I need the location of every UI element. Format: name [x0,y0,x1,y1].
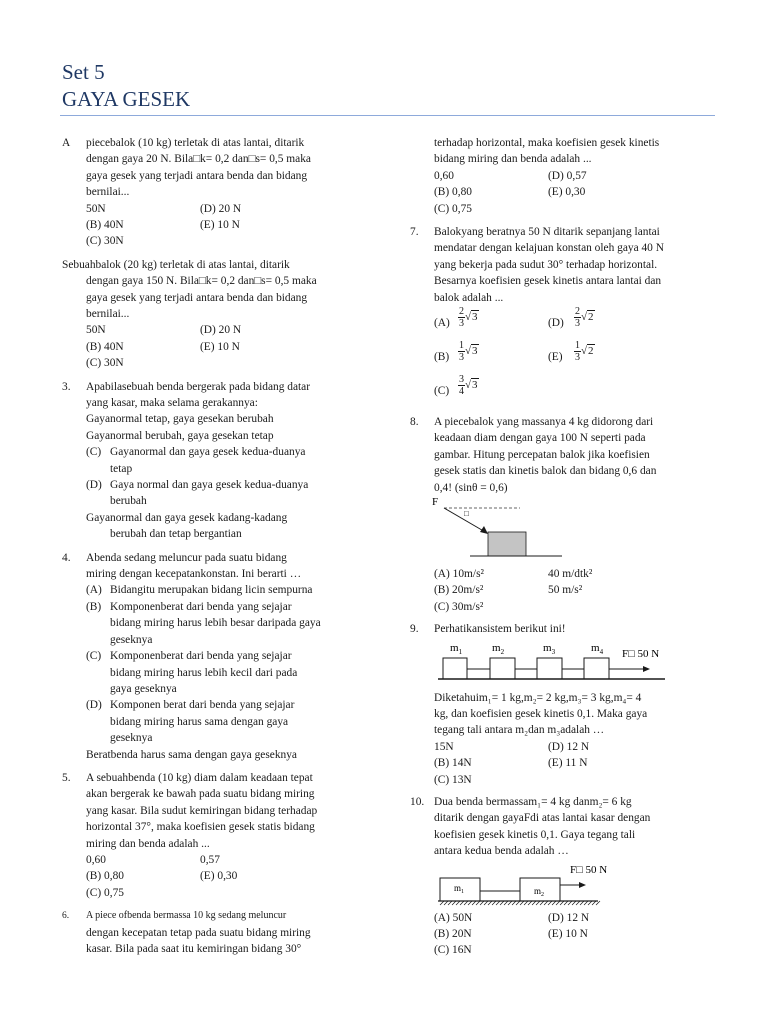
answer-option: 0,60 [434,169,454,182]
answer-option: (C) 13N [434,773,472,786]
question-text: gaya gesek yang terjadi antara benda dan bidang [86,291,308,304]
question-6-continued [410,135,710,217]
question-7 [410,224,710,408]
question-text: gesek statis dan kinetis balok dan bidang 0,6 dan [434,465,657,478]
block [488,532,526,556]
question-text: Besarnya koefisien gesek kinetis antara lantai dan [434,275,662,288]
question-text: Perhatikansistem berikut ini! [434,623,566,636]
answer-option: 40 m/dtk² [548,568,593,581]
question-text: Diketahuim₁= 1 kg,m₂= 2 kg,m₃= 3 kg,m₄= 4 [434,691,642,704]
mass-label-1: $m_1$ [454,882,465,895]
block-m1 [443,658,467,679]
mass-label-2: $m_2$ [534,885,545,898]
question-number: 6. [62,911,70,922]
left-column [62,135,362,957]
header-rule [60,115,715,116]
question-text: dengan kecepatan tetap pada suatu bidang miring [86,926,311,939]
arrowhead-icon [643,666,650,672]
question-text: yang kasar, maka selama gerakannya: [86,397,258,409]
question-text: gaya gesek yang terjadi antara benda dan bidang [86,169,308,182]
question-text: A sebuahbenda (10 kg) diam dalam keadaan tepat [86,771,313,784]
answer-option: 15N [434,740,454,753]
question-text: keadaan diam dengan gaya 100 N seperti pada [434,432,646,445]
angle-label: □ [464,509,469,519]
answer-option: (B) 40N [86,340,124,353]
question-number: 10. [410,796,425,809]
answer-option: (D) Gaya normal dan gaya gesek kedua-duanya berubah [86,479,309,508]
set-label: Set 5 [62,60,105,84]
answer-option: (B) 0,80 [434,186,472,199]
answer-option: (C) 30N [86,235,124,248]
four-block-system-diagram [410,640,680,684]
question-text: gambar. Hitung percepatan balok jika koefisien [434,448,650,461]
answer-option-row: (B) $\frac{1}{3}$ √3 (E) $\frac{1}{3}$ √2 [434,340,594,364]
question-text: horizontal 37°, maka koefisien gesek statis bidang [86,821,315,834]
answer-option: (B) 0,80 [86,870,124,883]
topic-title: GAYA GESEK [62,87,191,111]
answer-option: (C) 16N [434,944,472,957]
question-text: dengan gaya 150 N. Bila□k= 0,2 dan□s= 0,5 maka [86,275,317,288]
mass-label-4: $m_4$ [591,641,604,656]
answer-option: (E) 11 N [548,757,588,770]
answer-option: (C) Komponenberat dari benda yang sejajar bidang miring harus lebih kecil dari pada gaya geseknya [86,650,298,695]
answer-option: (D) 20 N [200,324,242,337]
answer-option: (A) 10m/s² [434,568,484,581]
answer-option: (B) 14N [434,757,472,770]
answer-option: 0,60 [86,853,106,866]
answer-option: Beratbenda harus sama dengan gaya geseknya [86,748,297,761]
question-number: 9. [410,623,419,636]
question-text: 0,4! (sinθ = 0,6) [434,481,508,494]
question-5 [62,770,362,901]
question-text: kg, dan koefisien gesek kinetis 0,1. Maka gaya [434,708,648,721]
answer-option: (B) 20m/s² [434,584,484,597]
answer-option: (D) 12 N [548,911,590,924]
answer-option: 50 m/s² [548,584,583,597]
question-text: Sebuahbalok (20 kg) terletak di atas lantai, ditarik [62,258,290,271]
force-label: F [432,496,439,509]
push-block-diagram [430,496,590,566]
question-text: mendatar dengan kelajuan konstan oleh gaya 40 N [434,242,664,255]
answer-option: (D) 0,57 [548,169,587,182]
answer-option-row: (A) $\frac{2}{3}$ √3 (D) $\frac{2}{3}$ √2 [434,306,594,330]
question-text: akan bergerak ke bawah pada suatu bidang miring [86,788,315,801]
answer-option: (E) 10 N [200,340,240,353]
block-m2 [490,658,515,679]
answer-option: (B) 40N [86,219,124,232]
answer-option: (C) 0,75 [434,202,472,215]
arrowhead-icon [579,882,586,888]
question-text: A piece ofbenda bermassa 10 kg sedang meluncur [86,910,287,922]
answer-option: (C) 30N [86,357,124,370]
question-text: antara kedua benda adalah … [434,845,569,858]
question-text: Balokyang beratnya 50 N ditarik sepanjang lantai [434,225,660,238]
answer-option: (B) 20N [434,928,472,941]
question-text: koefisien gesek kinetis 0,1. Gaya tegang tali [434,828,636,841]
block-m3 [537,658,562,679]
question-3 [62,379,362,543]
mass-label-2: $m_2$ [492,641,505,656]
question-text: piecebalok (10 kg) terletak di atas lantai, ditarik [86,137,305,149]
question-text: bernilai... [86,308,130,321]
answer-option: (D) Komponen berat dari benda yang sejajar bidang miring harus sama dengan gaya geseknya [86,699,295,745]
answer-option: (E) 0,30 [200,870,238,883]
answer-option: (C) Gayanormal dan gaya gesek kedua-duanya tetap [86,446,306,475]
answer-option: Gayanormal berubah, gaya gesekan tetap [86,429,274,442]
force-label: F□ 50 N [622,647,660,660]
question-1 [62,135,362,250]
question-2 [62,257,362,372]
answer-option: Gayanormal tetap, gaya gesekan berubah [86,413,274,426]
question-text: yang bekerja pada sudut 30° terhadap horizontal. [434,258,658,271]
question-text: Abenda sedang meluncur pada suatu bidang [86,551,287,564]
mass-label-3: $m_3$ [543,641,556,656]
mass-label-1: $m_1$ [450,641,463,656]
answer-option: (D) 12 N [548,740,590,753]
force-label: F□ 50 N [570,863,608,876]
answer-option: (B) Komponenberat dari benda yang sejajar bidang miring harus lebih besar daripada gaya geseknya [86,600,321,646]
answer-option: (A) Bidangitu merupakan bidang licin sempurna [86,584,313,597]
answer-option: (D) 20 N [200,202,242,215]
answer-option-row: (C) $\frac{3}{4}$ √3 [434,374,478,398]
question-text: kasar. Bila pada saat itu kemiringan bidang 30° [86,942,302,955]
block-m4 [584,658,609,679]
question-4 [62,550,362,763]
question-text: bidang miring dan benda adalah ... [434,153,592,166]
question-number: A [62,137,71,149]
answer-option: 50N [86,324,106,337]
two-block-system-diagram [438,860,638,906]
question-text: Dua benda bermassam₁= 4 kg danm₂= 6 kg [434,796,632,809]
answer-option: 0,57 [200,853,220,866]
question-10 [410,794,710,959]
question-9 [410,621,710,788]
question-text: bernilai... [86,186,130,199]
answer-option: (C) 30m/s² [434,600,484,613]
question-text: terhadap horizontal, maka koefisien gesek kinetis [434,137,660,149]
question-text: ditarik dengan gayaFdi atas lantai kasar dengan [434,812,651,825]
answer-option: Gayanormal dan gaya gesek kadang-kadang berubah dan tetap bergantian [86,511,288,541]
question-text: balok adalah ... [434,291,504,304]
answer-option: (E) 10 N [200,219,240,232]
answer-option: (E) 0,30 [548,186,586,199]
question-number: 5. [62,771,71,784]
question-text: A piecebalok yang massanya 4 kg didorong dari [434,416,654,429]
question-number: 7. [410,225,419,238]
right-column [410,135,710,959]
question-text: Apabilasebuah benda bergerak pada bidang datar [86,380,311,393]
question-6 [62,908,362,957]
answer-option: (E) 10 N [548,928,588,941]
question-number: 8. [410,416,419,429]
question-number: 4. [62,551,71,564]
question-8 [410,414,710,615]
answer-option: 50N [86,202,106,215]
question-text: tegang tali antara m₂dan m₃adalah … [434,724,605,737]
answer-option: (A) 50N [434,911,473,924]
question-number: 3. [62,380,71,393]
question-text: miring dan benda adalah ... [86,837,210,850]
answer-option: (C) 0,75 [86,886,124,899]
question-text: miring dengan kecepatankonstan. Ini berarti … [86,568,302,581]
question-text: yang kasar. Bila sudut kemiringan bidang terhadap [86,804,318,817]
question-text: dengan gaya 20 N. Bila□k= 0,2 dan□s= 0,5 maka [86,153,311,166]
